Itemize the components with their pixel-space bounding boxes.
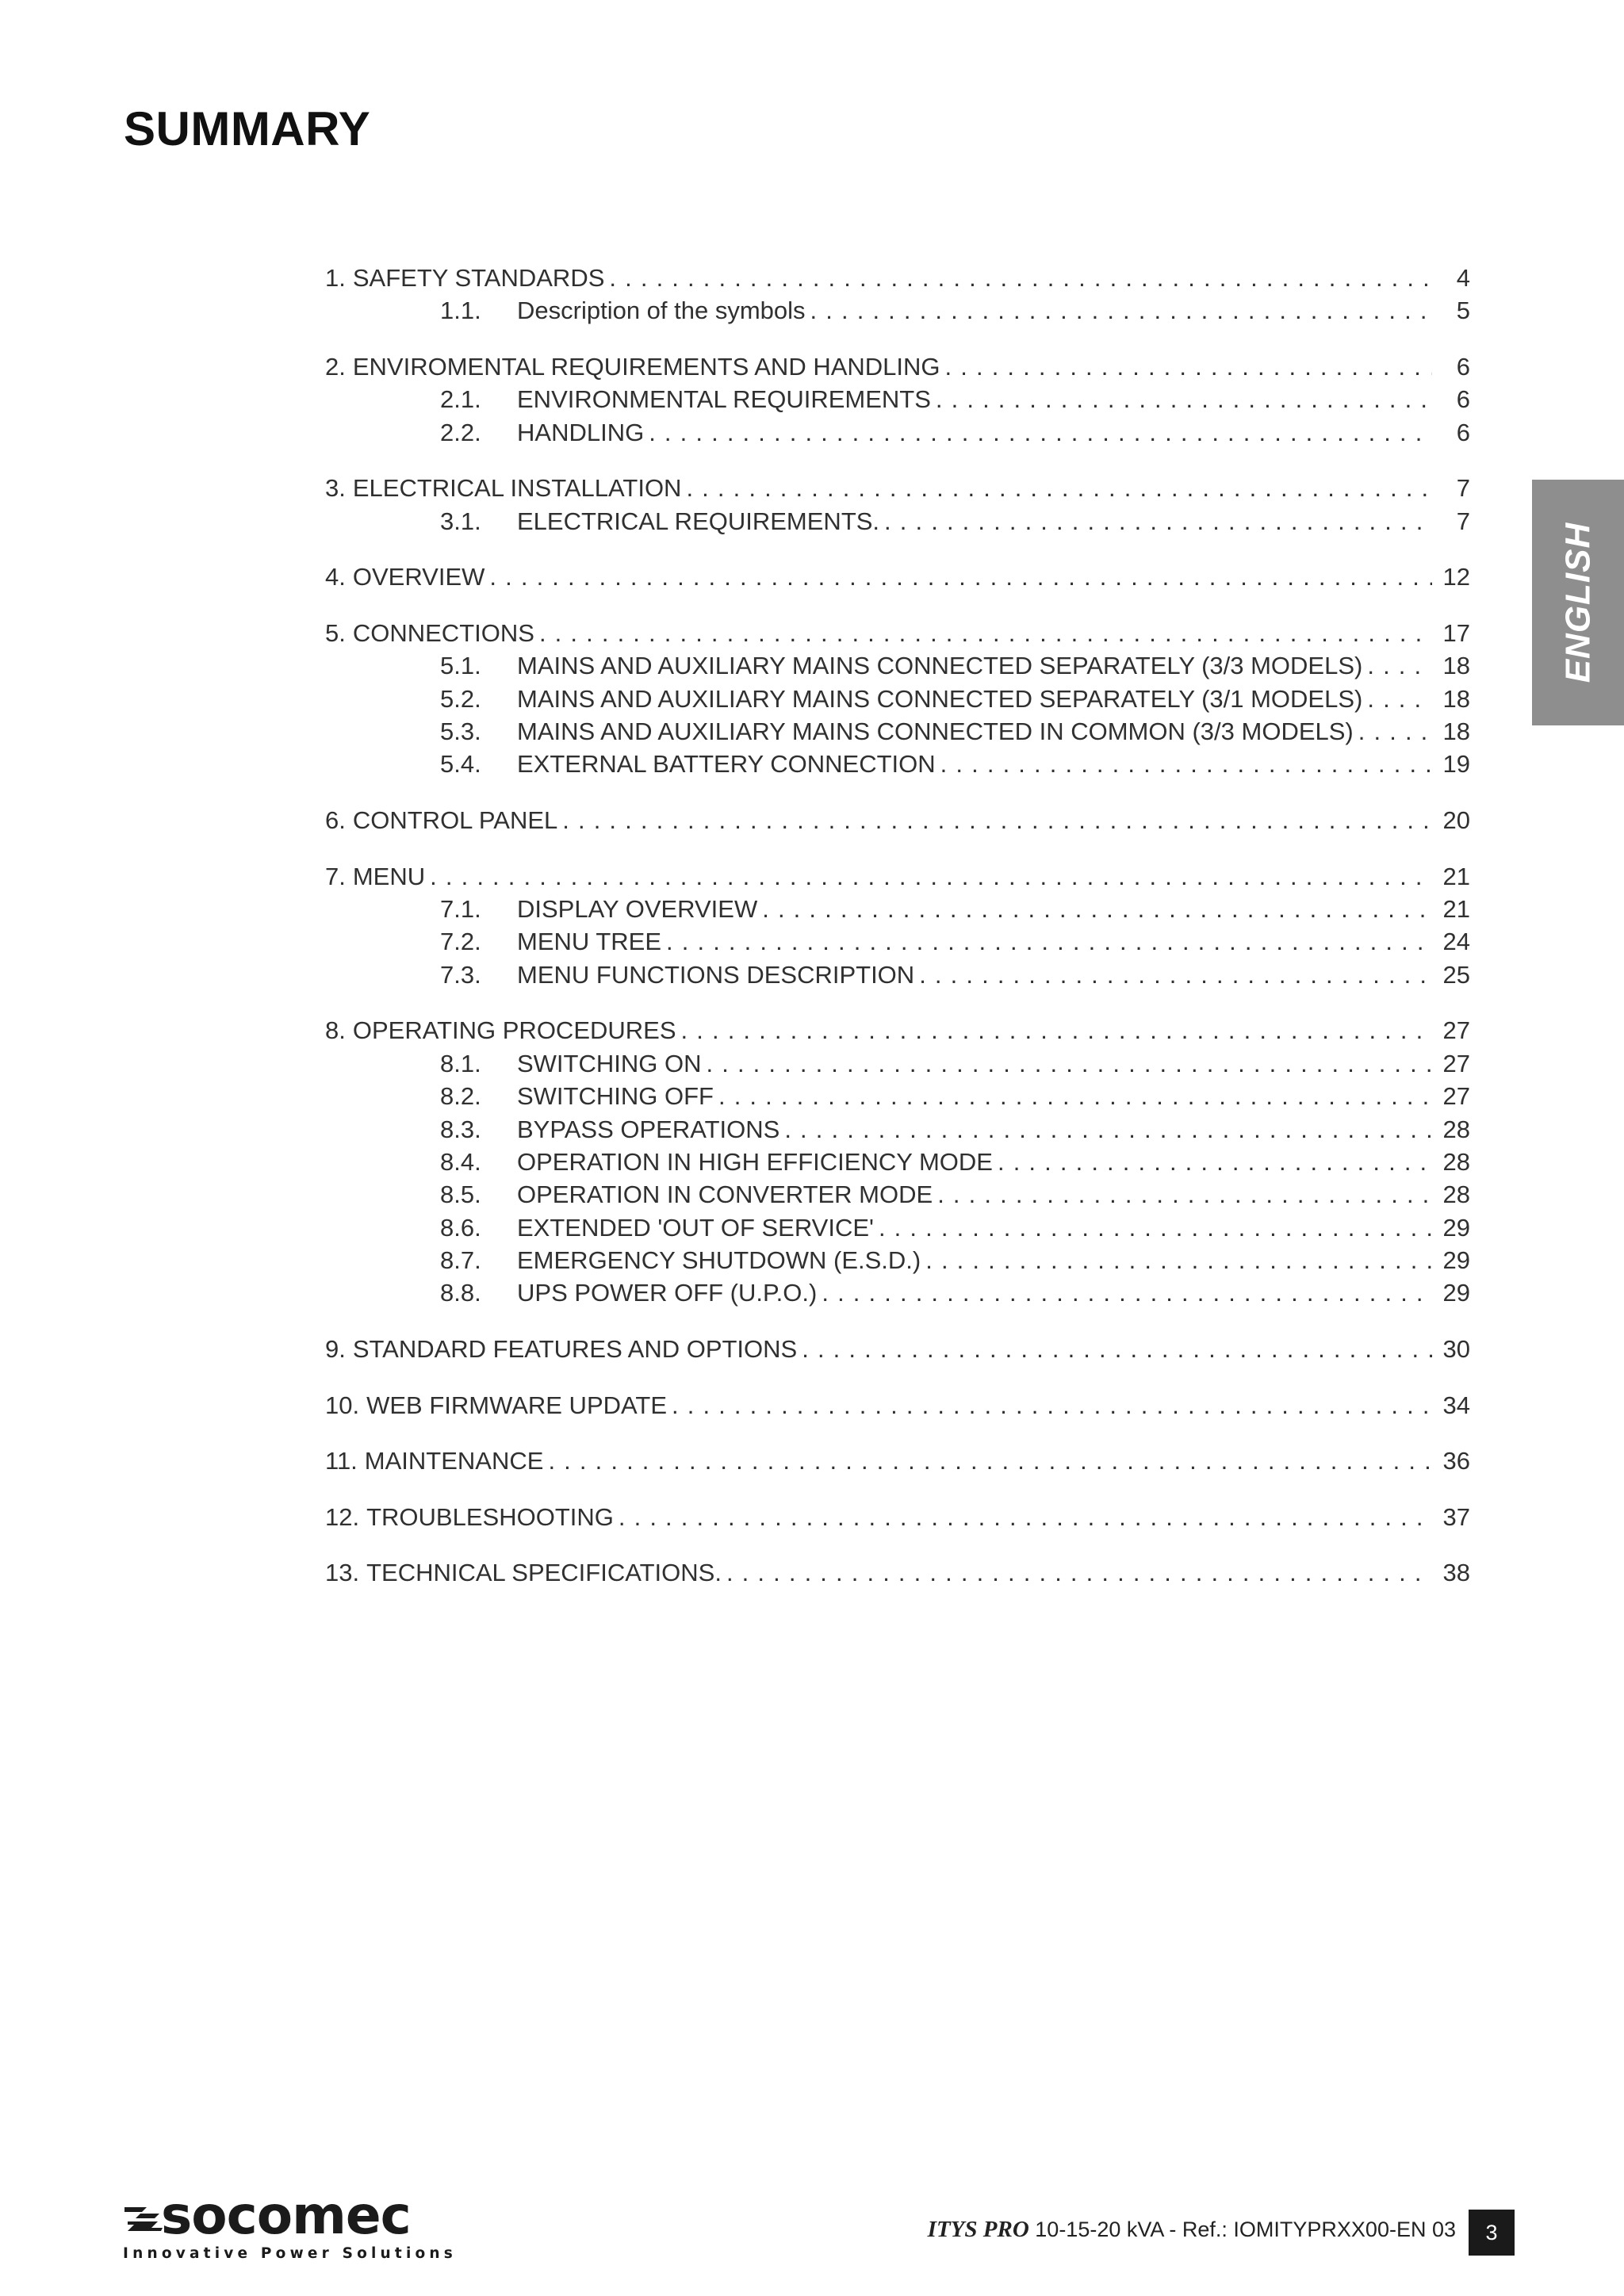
toc-entry[interactable] xyxy=(325,1445,1470,1477)
logo-wordmark: socomec xyxy=(161,2185,411,2246)
toc-label: STANDARD FEATURES AND OPTIONS xyxy=(352,1335,798,1364)
toc-subentry[interactable] xyxy=(325,715,1470,748)
dot-leader xyxy=(609,262,1432,294)
toc-label: MENU TREE xyxy=(517,928,662,956)
toc-number: 8.3. xyxy=(440,1115,481,1143)
toc-label: DISPLAY OVERVIEW xyxy=(517,894,758,923)
toc-subentry[interactable] xyxy=(325,1211,1470,1244)
toc-page-number: 18 xyxy=(1442,684,1470,713)
toc-number: 2.1. xyxy=(440,385,481,414)
toc-label: MENU FUNCTIONS DESCRIPTION xyxy=(517,960,915,989)
dot-leader xyxy=(802,1333,1432,1365)
socomec-logo-icon xyxy=(123,2202,164,2234)
toc-page-number: 28 xyxy=(1442,1115,1470,1143)
toc-subentry[interactable] xyxy=(325,893,1470,925)
dot-leader xyxy=(649,416,1432,449)
page-title: SUMMARY xyxy=(124,102,371,155)
dot-leader xyxy=(666,925,1432,958)
toc-number: 1.1. xyxy=(440,297,481,325)
toc-subentry[interactable] xyxy=(325,416,1470,449)
toc-page-number: 18 xyxy=(1442,718,1470,746)
toc-label: ENVIRONMENTAL REQUIREMENTS xyxy=(517,385,931,414)
toc-label: BYPASS OPERATIONS xyxy=(517,1115,780,1143)
language-tab-label: ENGLISH xyxy=(1558,522,1598,683)
dot-leader xyxy=(925,1244,1432,1276)
toc-page-number: 4 xyxy=(1456,264,1470,292)
toc-page-number: 30 xyxy=(1442,1335,1470,1364)
toc-number: 2.2. xyxy=(440,418,481,446)
toc-page-number: 21 xyxy=(1442,862,1470,890)
toc-number: 5. xyxy=(325,618,346,647)
toc-label: CONNECTIONS xyxy=(352,618,534,647)
toc-page-number: 6 xyxy=(1456,352,1470,381)
toc-entry[interactable] xyxy=(325,1333,1470,1365)
toc-number: 7.2. xyxy=(440,928,481,956)
toc-subentry[interactable] xyxy=(325,959,1470,991)
toc-number: 11. xyxy=(325,1447,358,1475)
toc-label: TROUBLESHOOTING xyxy=(366,1502,614,1531)
toc-label: OVERVIEW xyxy=(352,563,485,591)
dot-leader xyxy=(937,1178,1432,1211)
toc-page-number: 12 xyxy=(1442,563,1470,591)
dot-leader xyxy=(548,1445,1432,1477)
toc-subentry[interactable] xyxy=(325,383,1470,415)
toc-number: 5.1. xyxy=(440,652,481,680)
toc-label: EXTERNAL BATTERY CONNECTION xyxy=(517,750,936,779)
toc-label: SWITCHING ON xyxy=(517,1049,702,1077)
dot-leader xyxy=(619,1501,1432,1533)
toc-number: 3. xyxy=(325,474,346,503)
toc-subentry[interactable] xyxy=(325,1244,1470,1276)
dot-leader xyxy=(998,1146,1432,1178)
toc-label: EXTENDED 'OUT OF SERVICE' xyxy=(517,1213,874,1242)
dot-leader xyxy=(784,1113,1432,1146)
toc-page-number: 21 xyxy=(1442,894,1470,923)
dot-leader xyxy=(489,561,1432,593)
toc-page-number: 18 xyxy=(1442,652,1470,680)
toc-page-number: 5 xyxy=(1456,297,1470,325)
footer-product: ITYS PRO xyxy=(927,2217,1029,2242)
toc-subentry[interactable] xyxy=(325,683,1470,715)
toc-entry[interactable] xyxy=(325,472,1470,504)
dot-leader xyxy=(718,1080,1432,1112)
toc-page-number: 6 xyxy=(1456,385,1470,414)
dot-leader xyxy=(762,893,1432,925)
toc-page-number: 24 xyxy=(1442,928,1470,956)
toc-page-number: 38 xyxy=(1442,1559,1470,1587)
toc-page-number: 27 xyxy=(1442,1016,1470,1045)
dot-leader xyxy=(936,383,1432,415)
toc-page-number: 17 xyxy=(1442,618,1470,647)
toc-entry[interactable] xyxy=(325,350,1470,383)
toc-label: CONTROL PANEL xyxy=(352,806,558,835)
toc-page-number: 34 xyxy=(1442,1391,1470,1419)
toc-subentry[interactable] xyxy=(325,1146,1470,1178)
socomec-logo xyxy=(123,2185,458,2267)
dot-leader xyxy=(562,804,1432,836)
toc-page-number: 37 xyxy=(1442,1502,1470,1531)
toc-label: SWITCHING OFF xyxy=(517,1082,714,1111)
toc-number: 8. xyxy=(325,1016,346,1045)
toc-entry[interactable] xyxy=(325,860,1470,893)
toc-label: SAFETY STANDARDS xyxy=(352,264,605,292)
toc-number: 4. xyxy=(325,563,346,591)
toc-page-number: 6 xyxy=(1456,418,1470,446)
dot-leader xyxy=(940,748,1432,780)
dot-leader xyxy=(884,505,1432,538)
toc-page-number: 7 xyxy=(1456,507,1470,535)
toc-label: MAINS AND AUXILIARY MAINS CONNECTED SEPARATELY (3/3 MODELS) xyxy=(517,652,1363,680)
toc-number: 1. xyxy=(325,264,346,292)
toc-label: OPERATION IN HIGH EFFICIENCY MODE xyxy=(517,1147,993,1176)
toc-label: HANDLING xyxy=(517,418,645,446)
toc-subentry[interactable] xyxy=(325,505,1470,538)
toc-label: EMERGENCY SHUTDOWN (E.S.D.) xyxy=(517,1246,921,1275)
toc-label: TECHNICAL SPECIFICATIONS. xyxy=(366,1559,722,1587)
toc-number: 12. xyxy=(325,1502,360,1531)
toc-number: 3.1. xyxy=(440,507,481,535)
table-of-contents xyxy=(325,262,1470,1590)
toc-number: 8.5. xyxy=(440,1181,481,1209)
dot-leader xyxy=(707,1047,1433,1080)
footer-reference xyxy=(928,2217,1456,2243)
toc-number: 8.6. xyxy=(440,1213,481,1242)
toc-label: MENU xyxy=(352,862,426,890)
logo-tagline: Innovative Power Solutions xyxy=(123,2245,458,2262)
toc-page-number: 27 xyxy=(1442,1082,1470,1111)
toc-number: 5.2. xyxy=(440,684,481,713)
toc-subentry[interactable] xyxy=(325,1113,1470,1146)
toc-subentry[interactable] xyxy=(325,925,1470,958)
dot-leader xyxy=(1367,683,1432,715)
toc-page-number: 19 xyxy=(1442,750,1470,779)
toc-number: 2. xyxy=(325,352,346,381)
toc-entry[interactable] xyxy=(325,561,1470,593)
page-number: 3 xyxy=(1469,2210,1515,2256)
toc-subentry[interactable] xyxy=(325,649,1470,682)
toc-label: MAINS AND AUXILIARY MAINS CONNECTED SEPARATELY (3/1 MODELS) xyxy=(517,684,1363,713)
toc-number: 6. xyxy=(325,806,346,835)
toc-label: ELECTRICAL INSTALLATION xyxy=(352,474,682,503)
dot-leader xyxy=(672,1389,1432,1422)
toc-number: 13. xyxy=(325,1559,360,1587)
toc-page-number: 29 xyxy=(1442,1213,1470,1242)
toc-number: 8.4. xyxy=(440,1147,481,1176)
toc-subentry[interactable] xyxy=(325,294,1470,327)
toc-page-number: 29 xyxy=(1442,1279,1470,1307)
toc-entry[interactable] xyxy=(325,262,1470,294)
toc-page-number: 20 xyxy=(1442,806,1470,835)
toc-subentry[interactable] xyxy=(325,1080,1470,1112)
toc-number: 7.1. xyxy=(440,894,481,923)
toc-page-number: 25 xyxy=(1442,960,1470,989)
toc-number: 5.3. xyxy=(440,718,481,746)
dot-leader xyxy=(822,1276,1432,1309)
toc-number: 9. xyxy=(325,1335,346,1364)
toc-label: ENVIROMENTAL REQUIREMENTS AND HANDLING xyxy=(352,352,940,381)
toc-label: Description of the symbols xyxy=(517,297,806,325)
toc-subentry[interactable] xyxy=(325,1047,1470,1080)
toc-label: ELECTRICAL REQUIREMENTS. xyxy=(517,507,880,535)
toc-label: WEB FIRMWARE UPDATE xyxy=(366,1391,667,1419)
language-tab xyxy=(1532,480,1624,725)
toc-number: 7. xyxy=(325,862,346,890)
toc-subentry[interactable] xyxy=(325,1276,1470,1309)
dot-leader xyxy=(810,294,1432,327)
toc-label: UPS POWER OFF (U.P.O.) xyxy=(517,1279,818,1307)
toc-number: 8.7. xyxy=(440,1246,481,1275)
toc-page-number: 29 xyxy=(1442,1246,1470,1275)
footer-ref-text: 10-15-20 kVA - Ref.: IOMITYPRXX00-EN 03 xyxy=(1035,2218,1456,2241)
toc-entry[interactable] xyxy=(325,617,1470,649)
toc-subentry[interactable] xyxy=(325,1178,1470,1211)
toc-number: 8.8. xyxy=(440,1279,481,1307)
dot-leader xyxy=(686,472,1432,504)
toc-label: MAINTENANCE xyxy=(364,1447,544,1475)
toc-page-number: 7 xyxy=(1456,474,1470,503)
toc-page-number: 27 xyxy=(1442,1049,1470,1077)
toc-number: 7.3. xyxy=(440,960,481,989)
dot-leader xyxy=(1367,649,1432,682)
toc-label: MAINS AND AUXILIARY MAINS CONNECTED IN COMMON (3/3 MODELS) xyxy=(517,718,1354,746)
toc-number: 5.4. xyxy=(440,750,481,779)
toc-page-number: 36 xyxy=(1442,1447,1470,1475)
toc-number: 8.1. xyxy=(440,1049,481,1077)
toc-subentry[interactable] xyxy=(325,748,1470,780)
dot-leader xyxy=(879,1211,1432,1244)
dot-leader xyxy=(945,350,1432,383)
dot-leader xyxy=(681,1014,1432,1047)
toc-label: OPERATING PROCEDURES xyxy=(352,1016,676,1045)
dot-leader xyxy=(430,860,1432,893)
toc-page-number: 28 xyxy=(1442,1181,1470,1209)
toc-entry[interactable] xyxy=(325,804,1470,836)
toc-number: 8.2. xyxy=(440,1082,481,1111)
toc-number: 10. xyxy=(325,1391,360,1419)
toc-page-number: 28 xyxy=(1442,1147,1470,1176)
toc-entry[interactable] xyxy=(325,1556,1470,1589)
toc-label: OPERATION IN CONVERTER MODE xyxy=(517,1181,933,1209)
dot-leader xyxy=(539,617,1432,649)
dot-leader xyxy=(919,959,1432,991)
dot-leader xyxy=(726,1556,1432,1589)
toc-entry[interactable] xyxy=(325,1389,1470,1422)
toc-entry[interactable] xyxy=(325,1014,1470,1047)
dot-leader xyxy=(1358,715,1432,748)
toc-entry[interactable] xyxy=(325,1501,1470,1533)
